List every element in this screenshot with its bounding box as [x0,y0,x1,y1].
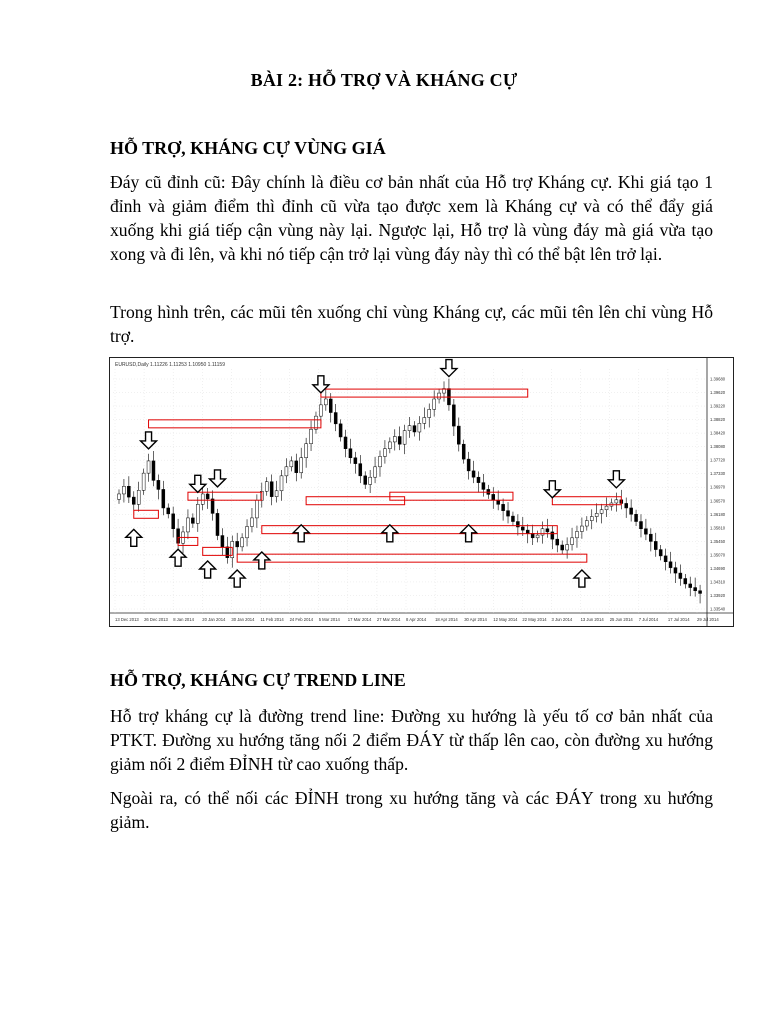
chart-symbol-header: EURUSD,Daily 1.11226 1.11253 1.10950 1.11159 [115,362,225,368]
chart-svg [109,357,734,627]
candle-bull [142,473,145,490]
candle-bull [137,490,140,504]
x-tick-label: 24 Feb 2014 [289,617,314,622]
y-tick-label: 1.36570 [710,498,726,504]
x-tick-label: 30 Jan 2014 [231,617,255,622]
y-tick-label: 1.33540 [710,606,726,612]
candle-bear [398,437,401,445]
x-tick-label: 11 Feb 2014 [260,617,284,622]
x-tick-label: 13 Jun 2014 [580,617,604,622]
candle-bull [571,538,574,545]
x-tick-label: 17 Mar 2014 [347,617,372,622]
candle-bear [644,529,647,534]
candle-bear [649,534,652,541]
x-tick-label: 8 Jan 2014 [173,617,194,622]
y-tick-label: 1.34310 [710,579,726,585]
y-tick-label: 1.38820 [710,417,726,423]
candle-bull [408,426,411,431]
y-tick-label: 1.35810 [710,525,726,531]
y-tick-label: 1.39680 [710,376,726,382]
section-heading-price-zone: HỖ TRỢ, KHÁNG CỰ VÙNG GIÁ [110,138,386,158]
candle-bull [300,458,303,473]
candle-bear [329,399,332,413]
candle-bear [659,550,662,556]
paragraph-trend-line: Hỗ trợ kháng cự là đường trend line: Đường xu hướng là yếu tố cơ bản nhất của PTKT. Đường xu hướng tăng nối 2 điểm ĐÁY từ thấp lên cao, còn đường xu hướng giảm nối 2 điểm ĐỈNH từ cao xuống thấp. [110,706,713,774]
candle-bull [590,517,593,521]
candle-bear [270,482,273,497]
candle-bear [413,426,416,432]
candle-bear [699,591,702,594]
candle-bear [226,547,229,558]
candle-bear [206,494,209,499]
x-tick-label: 27 Mar 2014 [376,617,401,622]
candle-bear [457,426,460,444]
candle-bull [428,409,431,417]
candle-bull [433,399,436,409]
paragraph-old-highs-lows: Đáy cũ đỉnh cũ: Đây chính là điều cơ bản nhất của Hỗ trợ Kháng cự. Khi giá tạo 1 đỉnh và giảm điểm thì đỉnh cũ vừa tạo được xem là Kháng cự và có thể đẩy giá xuống khi giá tiếp cận vùng này lại. Ngược lại, Hỗ trợ là vùng đáy mà giá vừa tạo xong và đi lên, và khi nó tiếp cận trở lại vùng đáy này thì có thể bật lên trở lại. [110,172,713,264]
x-tick-label: 18 Apr 2014 [435,617,458,622]
x-tick-label: 22 May 2014 [522,617,547,622]
candle-bull [147,461,150,473]
y-tick-label: 1.35450 [710,538,726,544]
candle-bear [664,556,667,562]
candle-bull [423,418,426,424]
x-tick-label: 25 Jun 2014 [609,617,633,622]
candle-bear [497,500,500,504]
candle-bear [339,424,342,437]
candle-bull [595,513,598,516]
candle-bull [250,518,253,527]
candle-bull [615,500,618,503]
candle-bull [605,506,608,510]
candle-bear [654,541,657,549]
candle-bear [502,504,505,510]
x-tick-label: 30 Apr 2014 [464,617,487,622]
document-title: BÀI 2: HỖ TRỢ VÀ KHÁNG CỰ [250,70,518,90]
candle-bear [674,568,677,573]
candle-bear [556,539,559,545]
candle-bear [625,503,628,508]
eurusd-candlestick-chart [109,357,734,627]
candle-bull [388,442,391,449]
candle-bull [575,531,578,537]
candle-bull [196,504,199,523]
candle-bear [211,499,214,513]
x-tick-label: 3 Jun 2014 [551,617,573,622]
candle-bear [354,458,357,464]
y-tick-label: 1.37330 [710,471,726,477]
candle-bear [349,449,352,458]
candle-bull [378,456,381,466]
candle-bear [472,471,475,477]
candle-bull [255,500,258,518]
candle-bull [280,476,283,491]
x-tick-label: 17 Jul 2014 [667,617,690,622]
candle-bear [492,494,495,500]
candle-bear [689,584,692,588]
candle-bear [452,405,455,426]
candle-bear [630,508,633,514]
candle-bull [241,538,244,547]
y-tick-label: 1.34690 [710,565,726,571]
candle-bear [295,461,298,473]
candle-bear [694,588,697,591]
x-tick-label: 20 Jan 2014 [202,617,226,622]
candle-bear [172,514,175,529]
candle-bear [221,536,224,547]
paragraph-arrows-explanation: Trong hình trên, các mũi tên xuống chỉ vùng Kháng cự, các mũi tên lên chỉ vùng Hỗ trợ. [110,302,713,346]
candle-bear [679,573,682,578]
candle-bull [319,405,322,416]
candle-bear [191,518,194,523]
candle-bull [324,399,327,405]
candle-bear [561,545,564,550]
candle-bull [585,521,588,526]
chart-x-ticks [115,617,719,622]
candle-bear [467,459,470,471]
y-tick-label: 1.36180 [710,511,726,517]
candle-bear [344,437,347,449]
candle-bear [127,486,130,497]
candle-bear [364,476,367,485]
candle-bear [546,529,549,532]
candle-bull [290,461,293,467]
candle-bull [438,393,441,399]
candle-bear [477,477,480,482]
candle-bear [152,461,155,480]
candle-bear [462,444,465,459]
candle-bull [403,431,406,445]
x-tick-label: 13 Dec 2013 [115,617,139,622]
candle-bear [521,527,524,530]
candle-bear [216,513,219,535]
candle-bull [122,486,125,494]
candle-bull [314,416,317,429]
y-tick-label: 1.35070 [710,552,726,558]
candle-bull [566,545,569,550]
y-tick-label: 1.38080 [710,444,726,450]
candle-bull [275,491,278,497]
candle-bull [246,527,249,538]
candle-bull [118,494,121,499]
candle-bear [507,511,510,516]
y-tick-label: 1.39620 [710,390,726,396]
candle-bull [265,482,268,491]
y-tick-label: 1.37720 [710,457,726,463]
candle-bear [157,480,160,489]
candle-bear [526,530,529,533]
y-tick-label: 1.39220 [710,403,726,409]
candle-bull [310,429,313,443]
candle-bear [551,532,554,539]
y-tick-label: 1.33920 [710,592,726,598]
y-tick-label: 1.38420 [710,430,726,436]
candle-bear [511,516,514,521]
candle-bear [334,413,337,424]
candle-bull [418,423,421,432]
candle-bull [580,526,583,531]
candle-bear [669,562,672,568]
x-tick-label: 29 Jul 2014 [697,617,719,622]
candle-bull [369,477,372,484]
x-tick-label: 12 May 2014 [493,617,518,622]
x-tick-label: 26 Dec 2013 [144,617,168,622]
candle-bull [383,449,386,457]
candle-bear [635,514,638,521]
candle-bear [236,541,239,546]
x-tick-label: 8 Apr 2014 [406,617,427,622]
candle-bull [600,510,603,514]
candle-bull [186,518,189,532]
section-heading-trend-line: HỖ TRỢ, KHÁNG CỰ TREND LINE [110,670,406,690]
candle-bull [201,494,204,504]
candle-bear [132,497,135,504]
candle-bear [639,522,642,529]
y-tick-label: 1.36970 [710,484,726,490]
candle-bull [305,444,308,458]
candle-bull [536,535,539,538]
candle-bear [684,579,687,584]
candle-bear [359,464,362,476]
candle-bull [285,467,288,476]
candle-bear [482,483,485,490]
paragraph-connect-peaks: Ngoài ra, có thể nối các ĐỈNH trong xu hướng tăng và các ĐÁY trong xu hướng giảm. [110,788,713,832]
candle-bull [393,437,396,442]
x-tick-label: 7 Jul 2014 [638,617,659,622]
candle-bear [162,489,165,508]
candle-bull [374,467,377,477]
x-tick-label: 5 Mar 2014 [318,617,340,622]
candle-bear [167,508,170,514]
